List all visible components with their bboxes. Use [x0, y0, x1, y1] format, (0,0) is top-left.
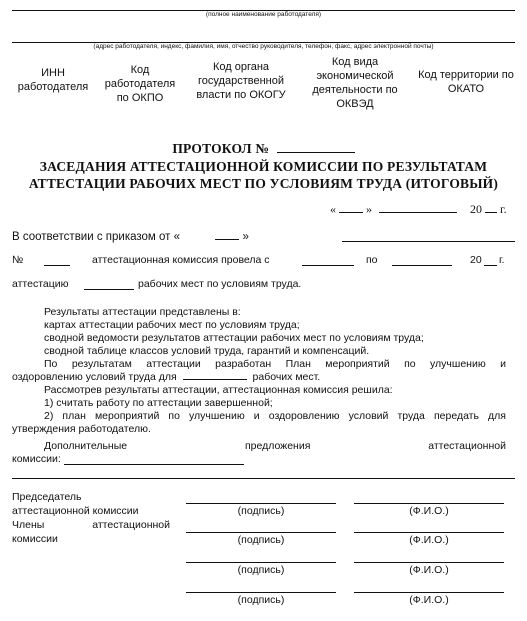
member-1-signature-field[interactable] [186, 532, 336, 533]
chairman-signature-field[interactable] [186, 503, 336, 504]
decision-1: 1) считать работу по аттестации завершенной; [44, 397, 273, 409]
plan-count-field[interactable] [183, 379, 247, 380]
code-okogu: Код органа государственной власти по ОКОГУ [196, 61, 286, 101]
order-day-field[interactable] [215, 239, 239, 240]
code-okato: Код территории по ОКАТО [418, 69, 514, 95]
decision-intro: Рассмотрев результаты аттестации, аттестационная комиссия решила: [44, 384, 393, 396]
protocol-label: ПРОТОКОЛ № [172, 141, 270, 156]
members-label-2: комиссии [12, 533, 58, 545]
order-date-field[interactable] [342, 241, 515, 242]
period-year-prefix: 20 [470, 254, 482, 266]
code-inn: ИНН работодателя [17, 67, 89, 93]
title-line-2: АТТЕСТАЦИИ РАБОЧИХ МЕСТ ПО УСЛОВИЯМ ТРУДА (ИТОГОВЫЙ) [28, 176, 499, 191]
plan-line-2: оздоровлению условий труда для рабочих мест. [12, 371, 321, 383]
code-okpo: Код работодателя по ОКПО [104, 64, 176, 104]
date-line: « » 20 г. [330, 202, 507, 216]
member-2-signature-field[interactable] [186, 562, 336, 563]
order-number-field[interactable] [44, 265, 70, 266]
results-item-table: сводной таблице классов условий труда, гарантий и компенсаций. [44, 345, 370, 357]
chairman-name-caption: (Ф.И.О.) [409, 505, 449, 517]
results-item-summary: сводной ведомости результатов аттестации рабочих мест по условиям труда; [44, 332, 424, 344]
member-2-signature-caption: (подпись) [237, 564, 285, 576]
member-2-name-caption: (Ф.И.О.) [409, 564, 449, 576]
employer-address-caption: (адрес работодателя, индекс, фамилия, имя, отчество руководителя, телефон, факс, адрес электронной почты) [93, 43, 434, 50]
plan-line-1: По результатам аттестации разработан План мероприятий по улучшению и [44, 358, 506, 370]
member-1-name-caption: (Ф.И.О.) [409, 534, 449, 546]
members-label-1: Члены аттестационной [12, 519, 170, 531]
chairman-label-2: аттестационной комиссии [12, 505, 139, 517]
code-okved: Код вида экономической деятельности по ОКВЭД [312, 56, 398, 110]
results-item-cards: картах аттестации рабочих мест по условиям труда; [44, 319, 300, 331]
employer-name-caption: (полное наименование работодателя) [205, 11, 322, 18]
order-line: В соответствии с приказом от « » [12, 231, 249, 243]
additional-line-2: комиссии: [12, 453, 61, 465]
member-1-signature-caption: (подпись) [237, 534, 285, 546]
period-year-suffix: г. [499, 254, 505, 266]
period-to-field[interactable] [392, 265, 452, 266]
member-1-name-field[interactable] [354, 532, 504, 533]
protocol-number-field[interactable] [277, 152, 355, 153]
attestation-prefix: аттестацию [12, 278, 69, 290]
chairman-signature-caption: (подпись) [237, 505, 285, 517]
title-line-1: ЗАСЕДАНИЯ АТТЕСТАЦИОННОЙ КОМИССИИ ПО РЕЗУЛЬТАТАМ [39, 159, 488, 174]
date-month-field[interactable] [379, 212, 457, 213]
commission-text: аттестационная комиссия провела с [92, 254, 270, 266]
chairman-name-field[interactable] [354, 503, 504, 504]
attestation-count-field[interactable] [84, 289, 134, 290]
number-sign: № [12, 254, 24, 266]
attestation-suffix: рабочих мест по условиям труда. [138, 278, 302, 290]
additional-proposals-line[interactable] [12, 478, 515, 479]
date-year-field[interactable] [485, 212, 497, 213]
period-to: по [366, 254, 378, 266]
decision-2-line-1: 2) план мероприятий по улучшению и оздоровлению условий труда передать для [44, 410, 506, 422]
member-3-signature-field[interactable] [186, 592, 336, 593]
additional-proposals-field[interactable] [64, 464, 244, 465]
member-3-signature-caption: (подпись) [237, 594, 285, 606]
results-intro: Результаты аттестации представлены в: [44, 306, 241, 318]
member-2-name-field[interactable] [354, 562, 504, 563]
protocol-heading [0, 141, 527, 157]
member-3-name-field[interactable] [354, 592, 504, 593]
chairman-label-1: Председатель [12, 491, 82, 503]
decision-2-line-2: утверждения работодателю. [12, 423, 151, 435]
additional-line-1: Дополнительные предложения аттестационной [44, 440, 506, 452]
member-3-name-caption: (Ф.И.О.) [409, 594, 449, 606]
period-year-field[interactable] [484, 265, 497, 266]
date-day-field[interactable] [339, 212, 363, 213]
period-from-field[interactable] [302, 265, 354, 266]
